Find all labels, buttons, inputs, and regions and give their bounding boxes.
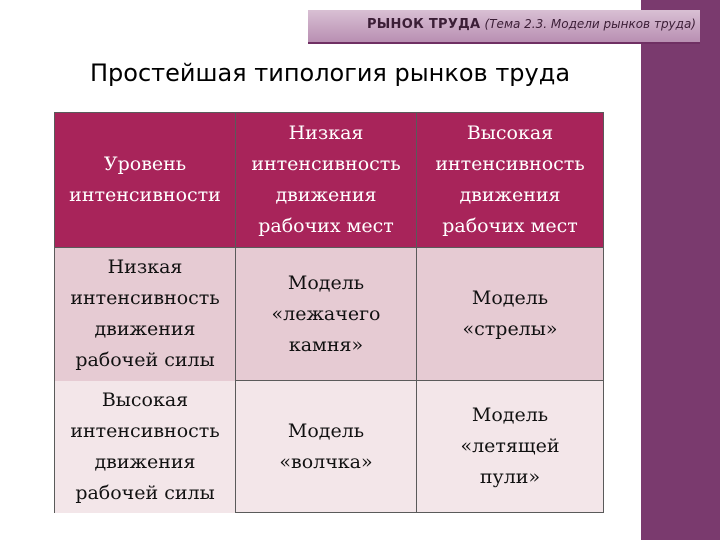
corner-line: интенсивности xyxy=(69,184,221,206)
row-label-low xyxy=(55,248,236,381)
row-label-line: движения xyxy=(94,318,196,341)
cell-line: «лежачего xyxy=(271,302,381,325)
corner-line: Уровень xyxy=(103,153,187,175)
decorative-side-strip xyxy=(641,0,720,540)
col-header-line: движения xyxy=(275,184,377,206)
cell-line: Модель xyxy=(471,404,549,426)
cell-line: Модель xyxy=(287,419,365,442)
header-topic: (Тема 2.3. Модели рынков труда) xyxy=(484,17,696,31)
row-label-line: рабочей силы xyxy=(75,349,215,372)
cell-line: камня» xyxy=(288,333,364,356)
cell-lying-stone xyxy=(236,248,417,381)
row-label-line: Высокая xyxy=(101,388,189,411)
cell-line: Модель xyxy=(471,287,549,309)
slide-header xyxy=(310,12,696,36)
typology-table xyxy=(54,112,604,513)
row-label-line: интенсивность xyxy=(70,287,220,310)
cell-line: «волчка» xyxy=(279,450,373,473)
col-header-line: движения xyxy=(459,184,561,206)
cell-line: «стрелы» xyxy=(462,318,558,340)
col-header-line: рабочих мест xyxy=(442,215,578,237)
row-label-line: рабочей силы xyxy=(75,481,215,504)
col-header-line: Низкая xyxy=(288,122,364,144)
header-section: РЫНОК ТРУДА xyxy=(366,16,481,32)
cell-spinning-top xyxy=(236,381,417,513)
col-header-line: интенсивность xyxy=(435,153,585,175)
row-label-high xyxy=(55,381,236,513)
table-header-row xyxy=(55,113,604,248)
cell-arrow xyxy=(417,248,604,381)
col-header-line: интенсивность xyxy=(251,153,401,175)
table-row xyxy=(55,381,604,513)
cell-line: пули» xyxy=(479,466,541,488)
col-header-line: Высокая xyxy=(466,122,554,144)
cell-flying-bullet xyxy=(417,381,604,513)
page-title: Простейшая типология рынков труда xyxy=(90,59,571,87)
col-header-high xyxy=(417,113,604,248)
col-header-low xyxy=(236,113,417,248)
row-label-line: интенсивность xyxy=(70,419,220,442)
cell-line: Модель xyxy=(287,271,365,294)
corner-cell xyxy=(55,113,236,248)
row-label-line: Низкая xyxy=(107,256,183,279)
cell-line: «летящей xyxy=(460,435,560,457)
row-label-line: движения xyxy=(94,450,196,473)
table-row xyxy=(55,248,604,381)
col-header-line: рабочих мест xyxy=(258,215,394,237)
